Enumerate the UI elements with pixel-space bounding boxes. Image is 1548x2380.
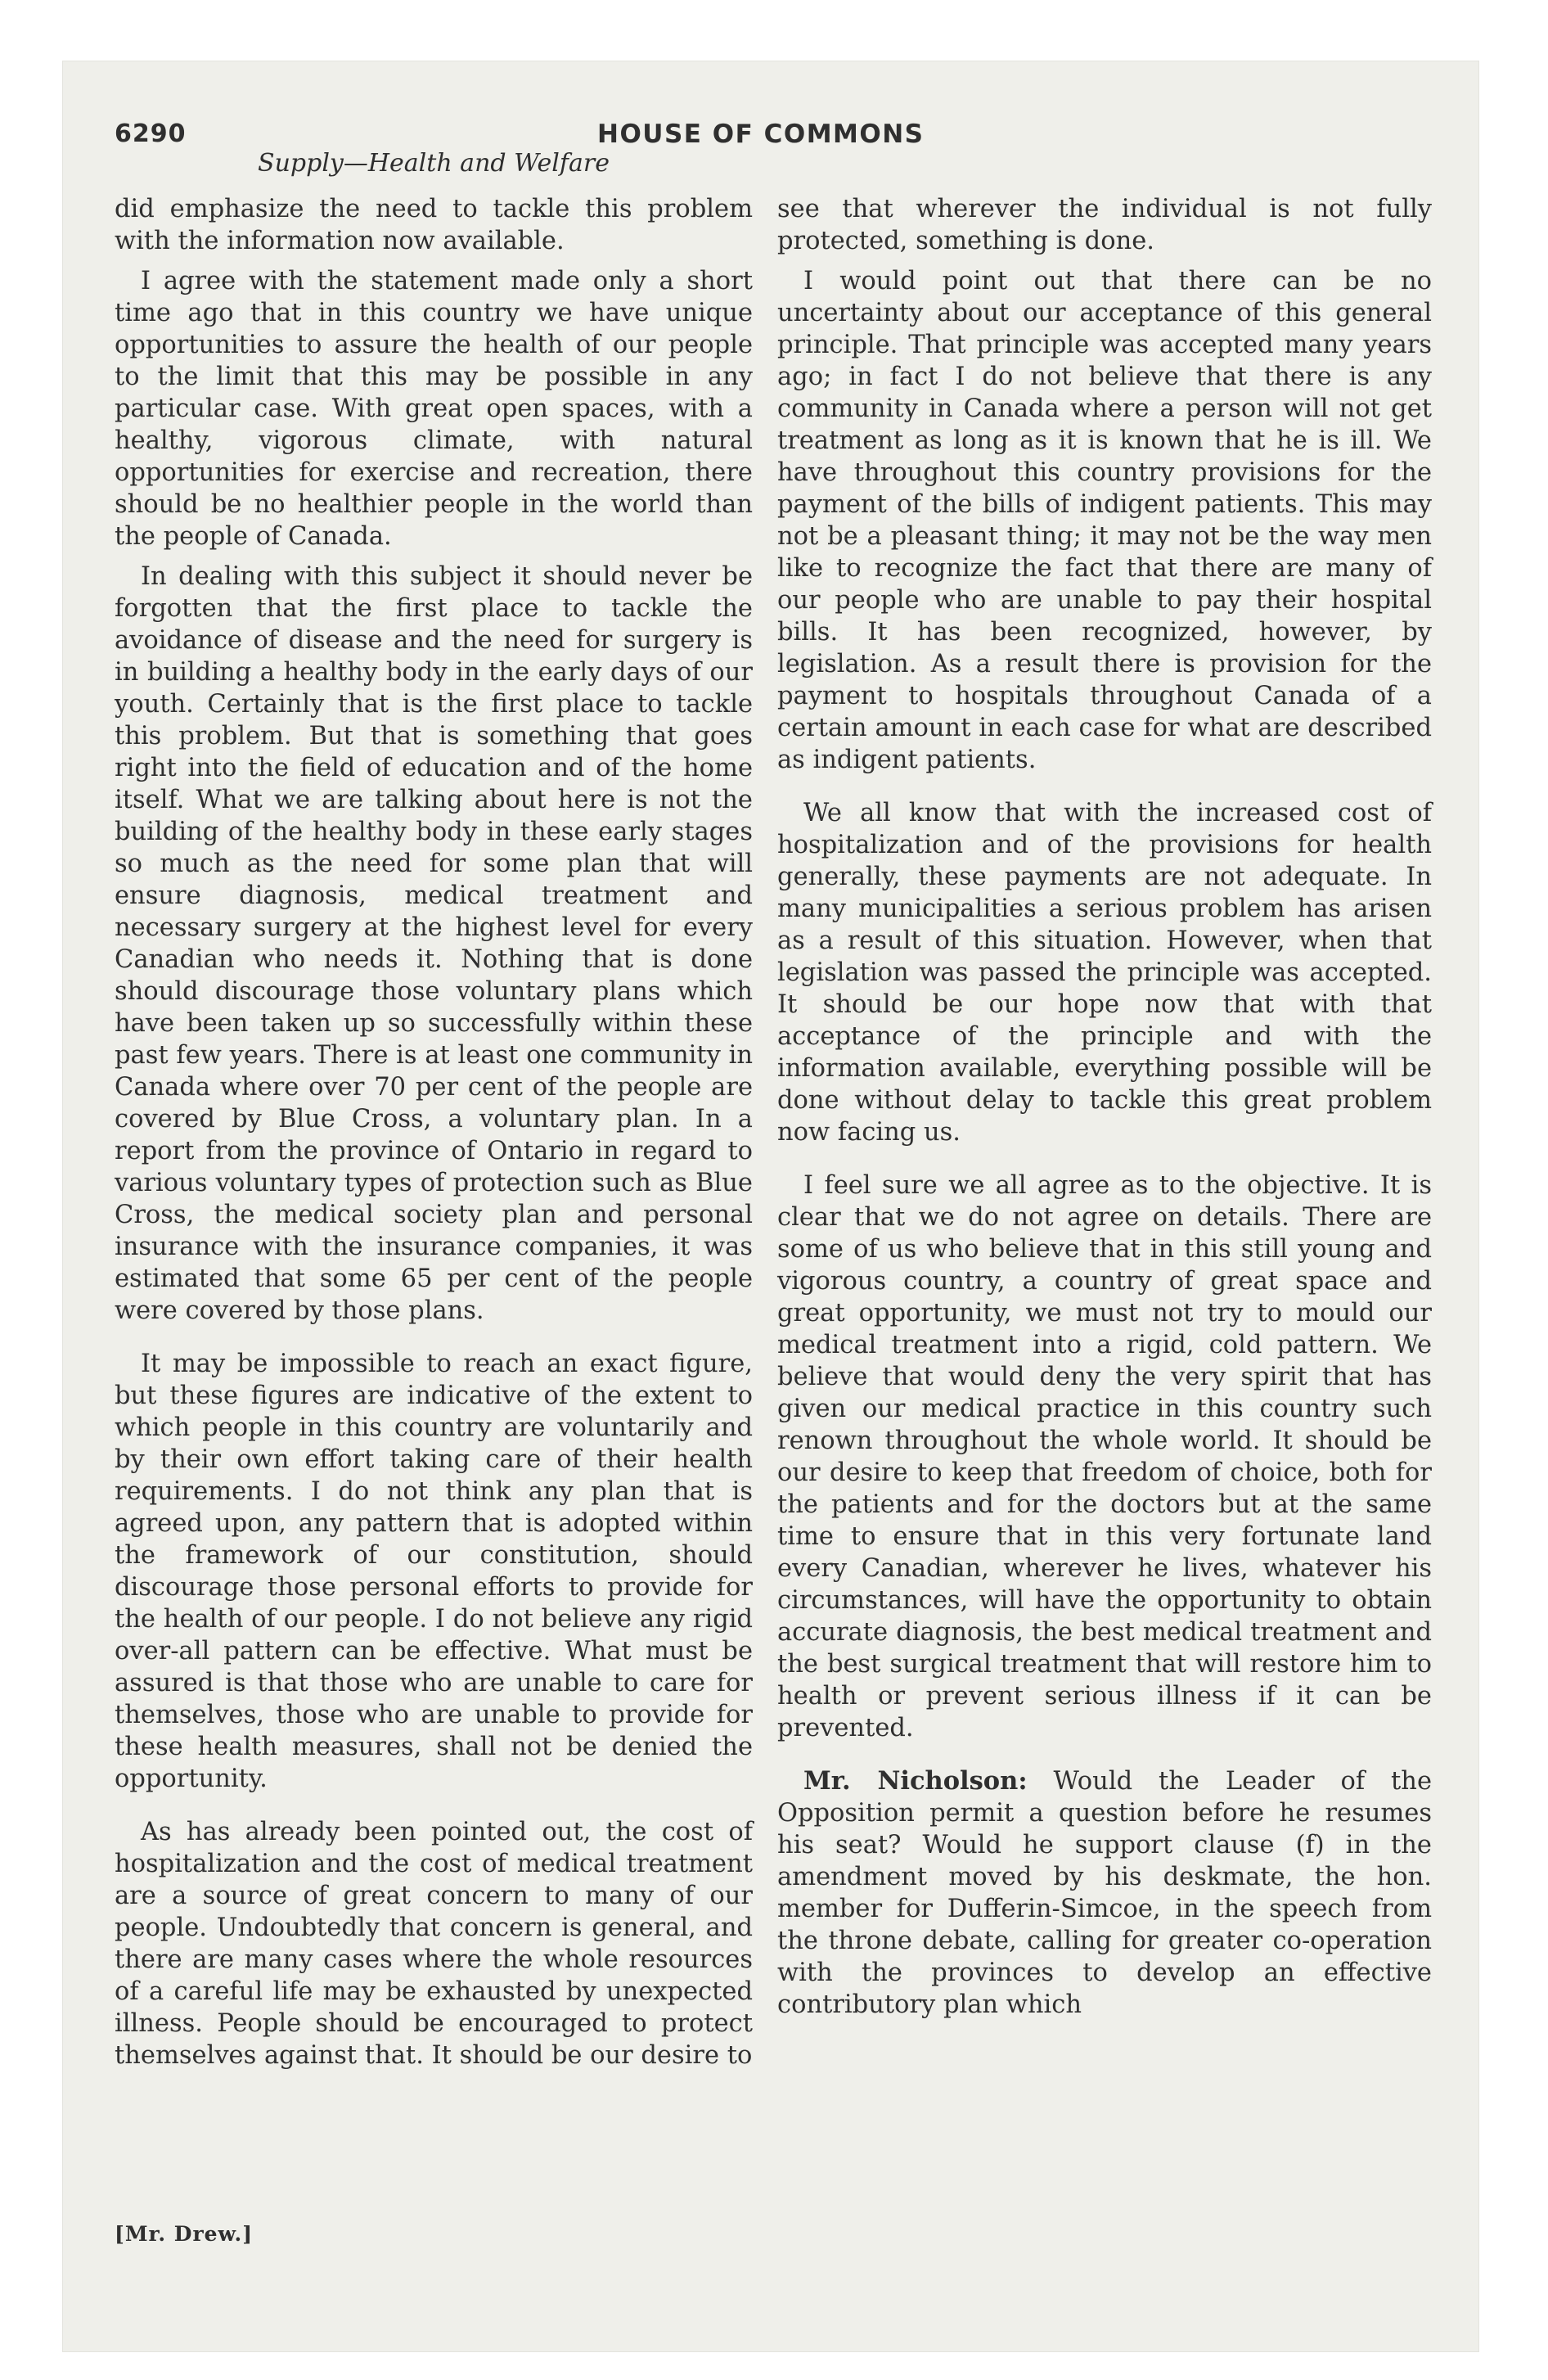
paragraph: In dealing with this subject it should never be forgotten that the first place to tackle the avoidance of disease and the need for surgery is in building a healthy body in the early days of our youth. Certainly that is the first place to tackle this problem. But that is something that goes right into the field of education and of the home itself. What we are talking about here is not the building of the healthy body in these early stages so much as the need for some plan that will ensure diagnosis, medical treatment and necessary surgery at the highest level for every Canadian who needs it. Nothing that is done should discourage those voluntary plans which have been taken up so successfully within these past few years. There is at least one community in Canada where over 70 per cent of the people are covered by Blue Cross, a voluntary plan. In a report from the province of Ontario in regard to various voluntary types of protection such as Blue Cross, the medical society plan and personal insurance with the insurance companies, it was estimated that some 65 per cent of the people were covered by those plans. <box>115 562 753 1325</box>
page-number: 6290 <box>115 119 187 148</box>
paragraph: see that wherever the individual is not fully protected, something is done. <box>777 195 1432 255</box>
paragraph: I feel sure we all agree as to the objective. It is clear that we do not agree on details. There are some of us who believe that in this still young and vigorous country, a country of great space and great opportunity, we must not try to mould our medical treatment into a rigid, cold pattern. We believe that would deny the very spirit that has given our medical practice in this country such renown throughout the whole world. It should be our desire to keep that freedom of choice, both for the patients and for the doctors but at the same time to ensure that in this very fortunate land every Canadian, wherever he lives, whatever his circumstances, will have the opportunity to obtain accurate diagnosis, the best medical treatment and the best surgical treatment that will restore him to health or prevent serious illness if it can be prevented. <box>777 1171 1432 1742</box>
paragraph: We all know that with the increased cost of hospitalization and of the provisions for health generally, these payments are not adequate. In many municipalities a serious problem has arisen as a result of this situation. However, when that legislation was passed the principle was accepted. It should be our hope now that with that acceptance of the principle and with the information available, everything possible will be done without delay to tackle this great problem now facing us. <box>777 799 1432 1147</box>
section-heading: Supply—Health and Welfare <box>258 149 610 178</box>
right-column <box>777 193 1432 2029</box>
speaker-paragraph <box>777 1765 1432 2021</box>
speaker-text: Would the Leader of the Opposition permit a question before he resumes his seat? Would he support clause (f) in the amendment moved by his deskmate, the hon. member for Dufferin-Simcoe, in the speech from the throne debate, calling for greater co-operation with the provinces to develop an effective contributory plan which <box>777 1767 1432 2019</box>
footer-attribution: [Mr. Drew.] <box>115 2222 254 2246</box>
journal-title: HOUSE OF COMMONS <box>597 119 925 149</box>
speaker-name: Mr. Nicholson: <box>803 1766 1028 1796</box>
paragraph: did emphasize the need to tackle this problem with the information now available. <box>115 195 753 255</box>
paragraph: It may be impossible to reach an exact figure, but these figures are indicative of the extent to which people in this country are voluntarily and by their own effort taking care of their health requirements. I do not think any plan that is agreed upon, any pattern that is adopted within the framework of our constitution, should discourage those personal efforts to provide for the health of our people. I do not believe any rigid over-all pattern can be effective. What must be assured is that those who are unable to care for themselves, those who are unable to provide for these health measures, shall not be denied the opportunity. <box>115 1350 753 1793</box>
paragraph: As has already been pointed out, the cost of hospitalization and the cost of medical treatment are a source of great concern to many of our people. Undoubtedly that concern is general, and there are many cases where the whole resources of a careful life may be exhausted by unexpected illness. People should be encouraged to protect themselves against that. It should be our desire to <box>115 1818 753 2070</box>
left-column <box>115 193 753 2080</box>
paragraph: I would point out that there can be no uncertainty about our acceptance of this general principle. That principle was accepted many years ago; in fact I do not believe that there is any community in Canada where a person will not get treatment as long as it is known that he is ill. We have throughout this country provisions for the payment of the bills of indigent patients. This may not be a pleasant thing; it may not be the way men like to recognize the fact that there are many of our people who are unable to pay their hospital bills. It has been recognized, however, by legislation. As a result there is provision for the payment to hospitals throughout Canada of a certain amount in each case for what are described as indigent patients. <box>777 267 1432 774</box>
paragraph: I agree with the statement made only a short time ago that in this country we have unique opportunities to assure the health of our people to the limit that this may be possible in any particular case. With great open spaces, with a healthy, vigorous climate, with natural opportunities for exercise and recreation, there should be no healthier people in the world than the people of Canada. <box>115 267 753 551</box>
